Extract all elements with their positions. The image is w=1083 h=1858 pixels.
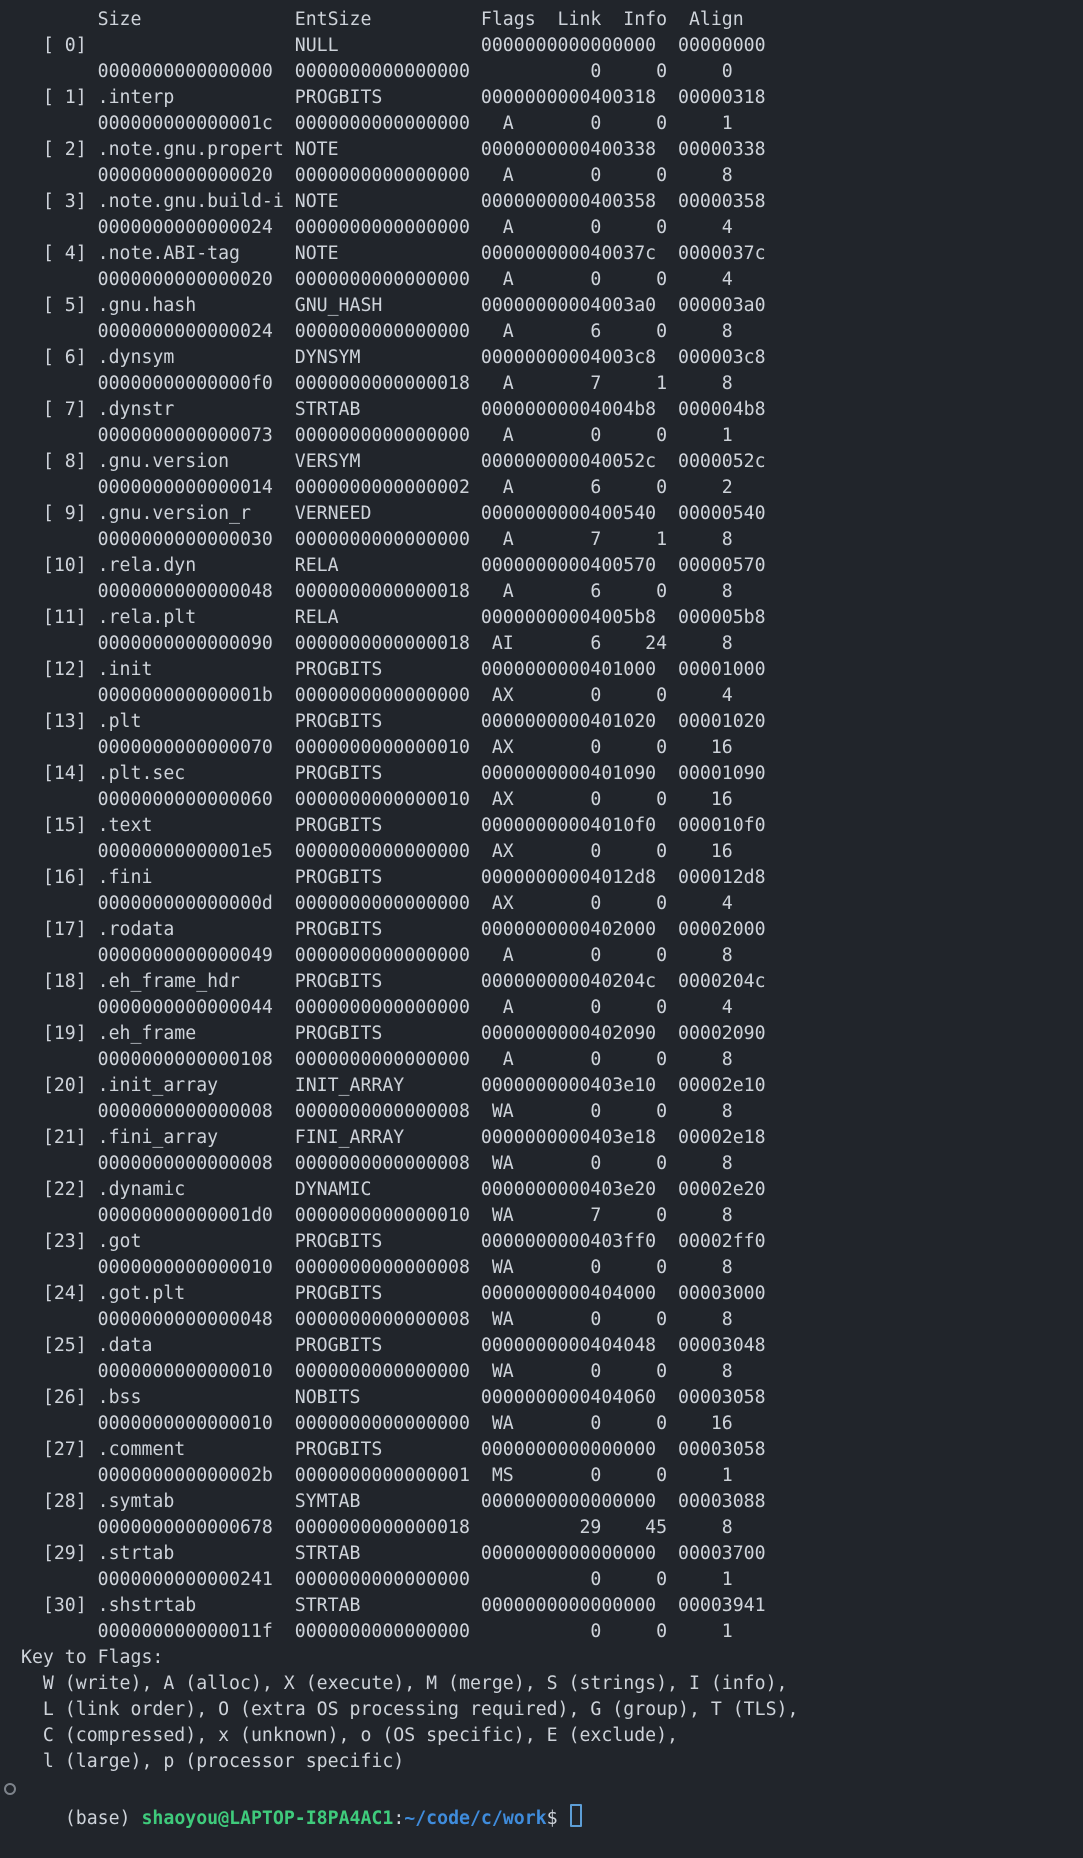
section-row-main: [ 5] .gnu.hash GNU_HASH 00000000004003a0 000003a0 <box>21 295 766 316</box>
section-row-detail: 0000000000000049 0000000000000000 A 0 0 8 <box>21 945 733 966</box>
section-row-detail: 00000000000000f0 0000000000000018 A 7 1 8 <box>21 373 733 394</box>
readelf-section-table <box>0 7 1083 1775</box>
section-row-main: [17] .rodata PROGBITS 0000000000402000 00002000 <box>21 919 766 940</box>
section-row-detail: 0000000000000010 0000000000000000 WA 0 0 16 <box>21 1413 733 1434</box>
flags-key-line: l (large), p (processor specific) <box>21 1751 405 1772</box>
section-row-main: [ 1] .interp PROGBITS 0000000000400318 00000318 <box>21 87 766 108</box>
section-row-detail: 0000000000000070 0000000000000010 AX 0 0 16 <box>21 737 733 758</box>
section-row-main: [ 3] .note.gnu.build-i NOTE 0000000000400358 00000358 <box>21 191 766 212</box>
section-row-main: [15] .text PROGBITS 00000000004010f0 000010f0 <box>21 815 766 836</box>
section-row-detail: 000000000000002b 0000000000000001 MS 0 0 1 <box>21 1465 733 1486</box>
section-row-main: [22] .dynamic DYNAMIC 0000000000403e20 00002e20 <box>21 1179 766 1200</box>
section-row-detail: 00000000000001d0 0000000000000010 WA 7 0 8 <box>21 1205 733 1226</box>
prompt-dollar: $ <box>546 1808 569 1829</box>
section-row-detail: 0000000000000108 0000000000000000 A 0 0 8 <box>21 1049 733 1070</box>
section-row-main: [18] .eh_frame_hdr PROGBITS 000000000040204c 0000204c <box>21 971 766 992</box>
section-row-main: [28] .symtab SYMTAB 0000000000000000 00003088 <box>21 1491 766 1512</box>
prompt-user-host: shaoyou@LAPTOP-I8PA4AC1 <box>141 1808 394 1829</box>
section-row-main: [26] .bss NOBITS 0000000000404060 00003058 <box>21 1387 766 1408</box>
section-row-main: [20] .init_array INIT_ARRAY 0000000000403e10 00002e10 <box>21 1075 766 1096</box>
section-row-detail: 0000000000000010 0000000000000000 WA 0 0 8 <box>21 1361 733 1382</box>
section-row-main: [11] .rela.plt RELA 00000000004005b8 000005b8 <box>21 607 766 628</box>
section-row-main: [ 2] .note.gnu.propert NOTE 0000000000400338 00000338 <box>21 139 766 160</box>
section-row-detail: 000000000000001b 0000000000000000 AX 0 0 4 <box>21 685 733 706</box>
section-row-detail: 0000000000000060 0000000000000010 AX 0 0 16 <box>21 789 733 810</box>
section-row-detail: 0000000000000678 0000000000000018 29 45 8 <box>21 1517 733 1538</box>
flags-key-line: C (compressed), x (unknown), o (OS specific), E (exclude), <box>21 1725 678 1746</box>
section-row-main: [ 4] .note.ABI-tag NOTE 000000000040037c 0000037c <box>21 243 766 264</box>
table-header-row: Size EntSize Flags Link Info Align <box>21 9 744 30</box>
section-row-detail: 0000000000000024 0000000000000000 A 6 0 8 <box>21 321 733 342</box>
section-row-main: [12] .init PROGBITS 0000000000401000 00001000 <box>21 659 766 680</box>
section-row-main: [16] .fini PROGBITS 00000000004012d8 000012d8 <box>21 867 766 888</box>
section-row-main: [ 9] .gnu.version_r VERNEED 0000000000400540 00000540 <box>21 503 766 524</box>
section-row-main: [14] .plt.sec PROGBITS 0000000000401090 00001090 <box>21 763 766 784</box>
flags-key-title: Key to Flags: <box>21 1647 164 1668</box>
section-row-main: [13] .plt PROGBITS 0000000000401020 00001020 <box>21 711 766 732</box>
section-row-main: [19] .eh_frame PROGBITS 0000000000402090 00002090 <box>21 1023 766 1044</box>
section-row-detail: 0000000000000010 0000000000000008 WA 0 0 8 <box>21 1257 733 1278</box>
section-row-detail: 0000000000000014 0000000000000002 A 6 0 2 <box>21 477 733 498</box>
prompt-path: ~/code/c/work <box>404 1808 547 1829</box>
flags-key-line: L (link order), O (extra OS processing required), G (group), T (TLS), <box>21 1699 799 1720</box>
section-row-detail: 0000000000000020 0000000000000000 A 0 0 4 <box>21 269 733 290</box>
section-row-detail: 0000000000000090 0000000000000018 AI 6 24 8 <box>21 633 733 654</box>
section-row-detail: 0000000000000241 0000000000000000 0 0 1 <box>21 1569 733 1590</box>
section-row-detail: 000000000000001c 0000000000000000 A 0 0 1 <box>21 113 733 134</box>
section-row-main: [30] .shstrtab STRTAB 0000000000000000 00003941 <box>21 1595 766 1616</box>
section-row-detail: 000000000000000d 0000000000000000 AX 0 0 4 <box>21 893 733 914</box>
section-row-main: [10] .rela.dyn RELA 0000000000400570 00000570 <box>21 555 766 576</box>
section-row-main: [ 6] .dynsym DYNSYM 00000000004003c8 000003c8 <box>21 347 766 368</box>
command-decoration-icon[interactable] <box>4 1783 16 1795</box>
section-row-detail: 0000000000000020 0000000000000000 A 0 0 8 <box>21 165 733 186</box>
section-row-detail: 00000000000001e5 0000000000000000 AX 0 0 16 <box>21 841 733 862</box>
section-row-main: [27] .comment PROGBITS 0000000000000000 00003058 <box>21 1439 766 1460</box>
section-row-detail: 0000000000000008 0000000000000008 WA 0 0 8 <box>21 1101 733 1122</box>
terminal-cursor[interactable] <box>570 1804 582 1827</box>
prompt-separator: : <box>393 1808 405 1829</box>
section-row-detail: 0000000000000048 0000000000000008 WA 0 0 8 <box>21 1309 733 1330</box>
section-row-main: [29] .strtab STRTAB 0000000000000000 00003700 <box>21 1543 766 1564</box>
section-row-detail: 0000000000000000 0000000000000000 0 0 0 <box>21 61 733 82</box>
section-row-detail: 0000000000000073 0000000000000000 A 0 0 1 <box>21 425 733 446</box>
section-row-main: [21] .fini_array FINI_ARRAY 0000000000403e18 00002e18 <box>21 1127 766 1148</box>
section-row-detail: 0000000000000044 0000000000000000 A 0 0 4 <box>21 997 733 1018</box>
section-row-detail: 0000000000000024 0000000000000000 A 0 0 4 <box>21 217 733 238</box>
prompt-line <box>0 1775 1083 1829</box>
section-row-main: [ 8] .gnu.version VERSYM 000000000040052c 0000052c <box>21 451 766 472</box>
section-row-main: [25] .data PROGBITS 0000000000404048 00003048 <box>21 1335 766 1356</box>
section-row-main: [ 7] .dynstr STRTAB 00000000004004b8 000004b8 <box>21 399 766 420</box>
section-row-detail: 000000000000011f 0000000000000000 0 0 1 <box>21 1621 733 1642</box>
section-row-main: [ 0] NULL 0000000000000000 00000000 <box>21 35 766 56</box>
flags-key-line: W (write), A (alloc), X (execute), M (merge), S (strings), I (info), <box>21 1673 788 1694</box>
section-row-detail: 0000000000000030 0000000000000000 A 7 1 8 <box>21 529 733 550</box>
section-row-main: [24] .got.plt PROGBITS 0000000000404000 00003000 <box>21 1283 766 1304</box>
conda-env-label: (base) <box>64 1808 142 1829</box>
section-row-detail: 0000000000000048 0000000000000018 A 6 0 8 <box>21 581 733 602</box>
section-row-main: [23] .got PROGBITS 0000000000403ff0 00002ff0 <box>21 1231 766 1252</box>
section-row-detail: 0000000000000008 0000000000000008 WA 0 0 8 <box>21 1153 733 1174</box>
